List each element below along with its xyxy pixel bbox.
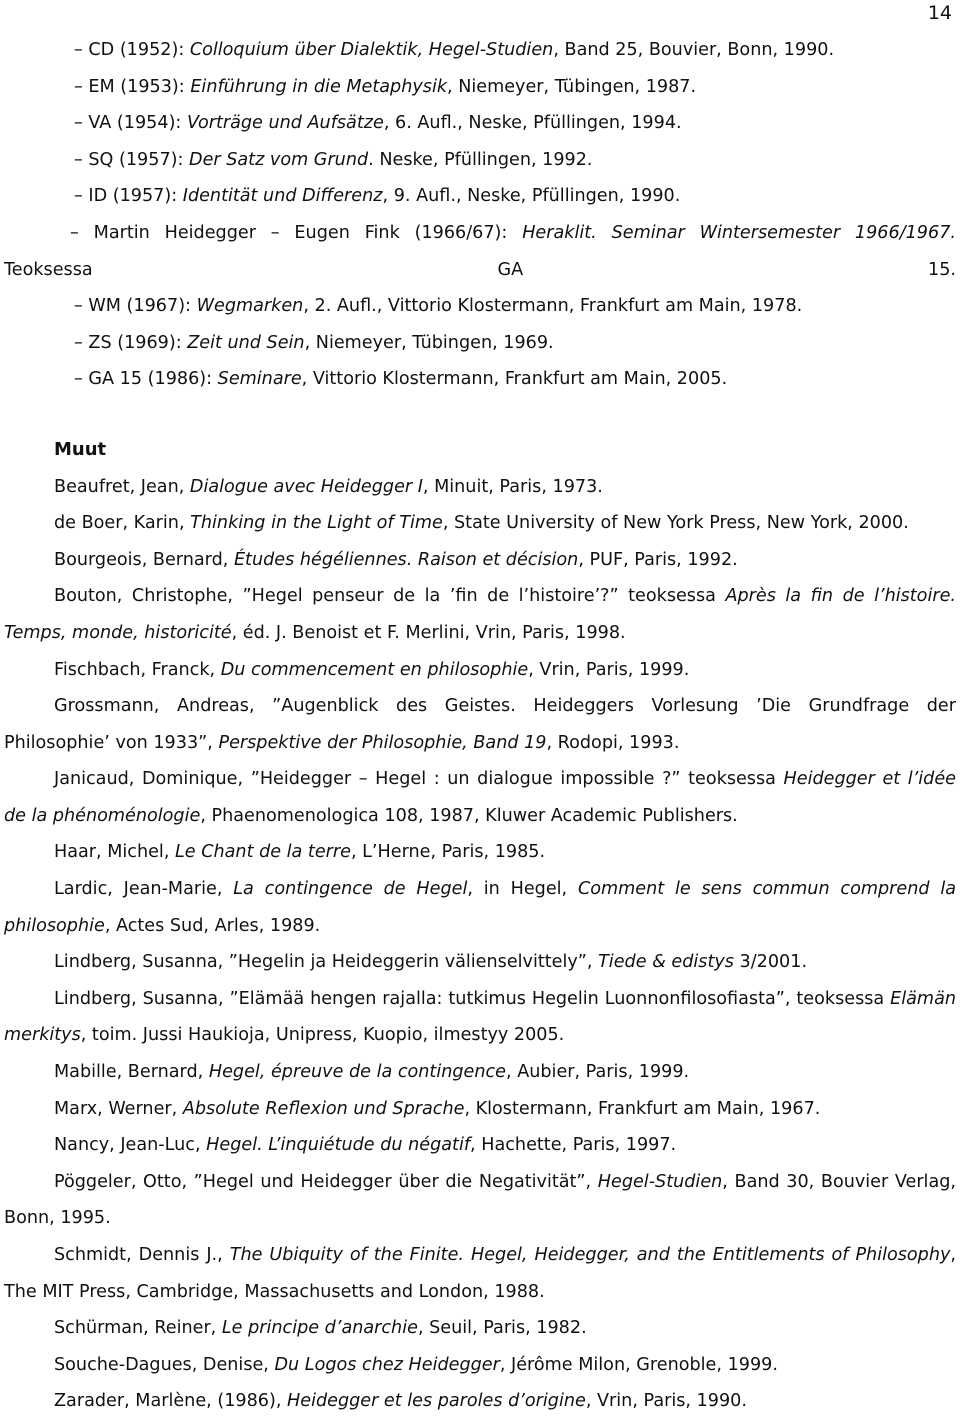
entry-text: de Boer, Karin, bbox=[54, 513, 191, 534]
entry-title: The Ubiquity of the Finite. Hegel, Heidegger, and the Entitlements of Philosophy bbox=[229, 1245, 951, 1265]
entry-text: Bourgeois, Bernard, bbox=[54, 549, 234, 570]
entry-title: Heidegger et les paroles d’origine bbox=[287, 1391, 586, 1412]
entry-text: Zarader, Marlène, (1986), bbox=[54, 1391, 288, 1412]
secondary-entry bbox=[4, 469, 956, 506]
page-number: 14 bbox=[927, 2, 952, 24]
secondary-entry bbox=[4, 1347, 956, 1384]
primary-work-entry bbox=[4, 361, 956, 398]
entry-rest: , Niemeyer, Tübingen, 1969. bbox=[304, 332, 554, 353]
entry-text: Marx, Werner, bbox=[54, 1098, 183, 1119]
secondary-entry bbox=[4, 981, 956, 1054]
secondary-entry bbox=[4, 834, 956, 871]
entry-text: Schürman, Reiner, bbox=[54, 1318, 222, 1339]
entry-prefix: – SQ (1957): bbox=[74, 149, 190, 170]
entry-text: Beaufret, Jean, bbox=[54, 476, 190, 497]
entry-text: Bouton, Christophe, ”Hegel penseur de la ’fin de l’histoire’?” teoksessa bbox=[54, 586, 726, 607]
entry-text: , Actes Sud, Arles, 1989. bbox=[104, 915, 321, 936]
entry-title: Hegel-Studien bbox=[597, 1171, 723, 1192]
entry-text: Lardic, Jean-Marie, bbox=[54, 879, 234, 900]
entry-text: , Jérôme Milon, Grenoble, 1999. bbox=[499, 1354, 778, 1375]
entry-title: Après la fin de l’histoire. Temps, monde, historicité bbox=[4, 586, 956, 643]
entry-title: Études hégéliennes. Raison et décision bbox=[233, 549, 579, 570]
secondary-entry bbox=[4, 1091, 956, 1128]
entry-text: , PUF, Paris, 1992. bbox=[578, 549, 738, 570]
bibliography bbox=[4, 32, 956, 1420]
entry-title: Tiede & edistys bbox=[598, 952, 734, 973]
entry-text: , Aubier, Paris, 1999. bbox=[506, 1062, 690, 1083]
entry-text: Pöggeler, Otto, ”Hegel und Heidegger über die Negativität”, bbox=[54, 1171, 598, 1192]
entry-title: Vorträge und Aufsätze bbox=[186, 113, 384, 134]
entry-text: Mabille, Bernard, bbox=[54, 1062, 209, 1083]
entry-rest: , 9. Aufl., Neske, Pfüllingen, 1990. bbox=[382, 186, 681, 207]
secondary-entry bbox=[4, 1127, 956, 1164]
entry-text: Souche-Dagues, Denise, bbox=[54, 1354, 275, 1375]
entry-title: Le principe d’anarchie bbox=[221, 1318, 418, 1339]
primary-works-list bbox=[4, 32, 956, 398]
entry-title: La contingence de Hegel bbox=[233, 879, 468, 900]
entry-text: , in Hegel, bbox=[467, 879, 578, 900]
entry-rest: , 2. Aufl., Vittorio Klostermann, Frankfurt am Main, 1978. bbox=[303, 296, 803, 317]
secondary-entry bbox=[4, 542, 956, 579]
entry-prefix: – VA (1954): bbox=[74, 113, 187, 134]
entry-rest: , Band 25, Bouvier, Bonn, 1990. bbox=[553, 40, 835, 60]
entry-title: Comment le sens commun comprend la philosophie bbox=[4, 879, 957, 936]
entry-title: Elämän merkitys bbox=[4, 988, 956, 1046]
entry-text: , State University of New York Press, New York, 2000. bbox=[442, 513, 909, 534]
entry-title: Zeit und Sein bbox=[187, 332, 305, 353]
secondary-entry bbox=[4, 688, 956, 761]
entry-text: Lindberg, Susanna, ”Elämää hengen rajalla: tutkimus Hegelin Luonnonfilosofiasta”, teoksessa bbox=[54, 988, 891, 1009]
entry-title: Du Logos chez Heidegger bbox=[274, 1354, 500, 1375]
entry-title: Absolute Reflexion und Sprache bbox=[182, 1098, 465, 1119]
entry-title: Der Satz vom Grund bbox=[189, 149, 369, 170]
entry-title: Du commencement en philosophie bbox=[220, 659, 529, 680]
secondary-entry bbox=[4, 1164, 956, 1237]
secondary-entry bbox=[4, 761, 956, 834]
secondary-entry bbox=[4, 944, 956, 981]
entry-text: Schmidt, Dennis J., bbox=[54, 1245, 230, 1265]
entry-rest: . Neske, Pfüllingen, 1992. bbox=[368, 149, 593, 170]
secondary-entry bbox=[4, 1054, 956, 1091]
primary-work-entry bbox=[4, 178, 956, 215]
entry-title: Colloquium über Dialektik, Hegel-Studien bbox=[189, 40, 554, 60]
secondary-entry bbox=[4, 1383, 956, 1420]
primary-work-entry bbox=[4, 69, 956, 106]
entry-text: Janicaud, Dominique, ”Heidegger – Hegel : un dialogue impossible ?” teoksessa bbox=[54, 769, 784, 790]
entry-text: Lindberg, Susanna, ”Hegelin ja Heideggerin välienselvittely”, bbox=[54, 952, 599, 973]
entry-title: Thinking in the Light of Time bbox=[190, 513, 443, 534]
entry-text: , Vrin, Paris, 1999. bbox=[528, 659, 690, 680]
primary-work-entry bbox=[4, 215, 956, 288]
entry-prefix: – GA 15 (1986): bbox=[74, 369, 218, 390]
entry-text: , toim. Jussi Haukioja, Unipress, Kuopio, ilmestyy 2005. bbox=[80, 1025, 565, 1046]
entry-title: Le Chant de la terre bbox=[175, 842, 351, 863]
entry-title: Dialogue avec Heidegger I bbox=[189, 476, 423, 497]
entry-text: Haar, Michel, bbox=[54, 842, 175, 863]
entry-title: Wegmarken bbox=[196, 296, 304, 317]
secondary-entry bbox=[4, 1237, 956, 1310]
entry-title: Einführung in die Metaphysik bbox=[190, 76, 448, 97]
secondary-entry bbox=[4, 578, 956, 651]
secondary-entry bbox=[4, 505, 956, 542]
entry-prefix: – EM (1953): bbox=[74, 76, 191, 97]
entry-text: , Rodopi, 1993. bbox=[546, 732, 680, 753]
entry-text: , Hachette, Paris, 1997. bbox=[470, 1135, 677, 1156]
entry-prefix: – WM (1967): bbox=[74, 296, 197, 317]
secondary-entry bbox=[4, 652, 956, 689]
entry-text: , éd. J. Benoist et F. Merlini, Vrin, Paris, 1998. bbox=[231, 622, 626, 643]
entry-text: , Klostermann, Frankfurt am Main, 1967. bbox=[464, 1098, 821, 1119]
secondary-works-list bbox=[4, 469, 956, 1420]
entry-prefix: – ZS (1969): bbox=[74, 332, 188, 353]
entry-title: Identität und Differenz bbox=[182, 186, 383, 207]
secondary-entry bbox=[4, 1310, 956, 1347]
primary-work-entry bbox=[4, 325, 956, 362]
entry-text: , Minuit, Paris, 1973. bbox=[422, 476, 603, 497]
entry-rest: Teoksessa GA 15. bbox=[4, 259, 956, 280]
primary-work-entry bbox=[4, 142, 956, 179]
entry-text: , L’Herne, Paris, 1985. bbox=[350, 842, 546, 863]
entry-title: Heraklit. Seminar Wintersemester 1966/1967. bbox=[522, 222, 956, 243]
section-heading: Muut bbox=[54, 438, 107, 460]
entry-title: Seminare bbox=[217, 369, 302, 390]
entry-text: , Seuil, Paris, 1982. bbox=[417, 1318, 587, 1339]
entry-text: , The MIT Press, Cambridge, Massachusetts and London, 1988. bbox=[4, 1245, 956, 1302]
primary-work-entry bbox=[4, 288, 956, 325]
entry-prefix: – CD (1952): bbox=[74, 40, 190, 60]
entry-title: Perspektive der Philosophie, Band 19 bbox=[218, 732, 547, 753]
primary-work-entry bbox=[4, 32, 956, 69]
secondary-entry bbox=[4, 871, 956, 944]
entry-text: Fischbach, Franck, bbox=[54, 659, 221, 680]
entry-text: Nancy, Jean-Luc, bbox=[54, 1135, 207, 1156]
entry-text: , Phaenomenologica 108, 1987, Kluwer Academic Publishers. bbox=[200, 805, 738, 826]
entry-rest: , Vittorio Klostermann, Frankfurt am Main, 2005. bbox=[301, 369, 728, 390]
entry-title: Hegel. L’inquiétude du négatif bbox=[206, 1135, 471, 1156]
entry-text: Grossmann, Andreas, ”Augenblick des Geistes. Heideggers Vorlesung ’Die Grundfrage der Philosophie’ von 1933”, bbox=[4, 696, 956, 753]
entry-rest: , Niemeyer, Tübingen, 1987. bbox=[447, 76, 697, 97]
primary-work-entry bbox=[4, 105, 956, 142]
entry-title: Hegel, épreuve de la contingence bbox=[208, 1062, 507, 1083]
entry-text: , Band 30, Bouvier Verlag, Bonn, 1995. bbox=[4, 1171, 956, 1229]
entry-text: 3/2001. bbox=[733, 952, 808, 973]
entry-prefix: – Martin Heidegger – Eugen Fink (1966/67): bbox=[70, 222, 523, 243]
entry-rest: , 6. Aufl., Neske, Pfüllingen, 1994. bbox=[383, 113, 682, 134]
entry-text: , Vrin, Paris, 1990. bbox=[585, 1391, 747, 1412]
entry-prefix: – ID (1957): bbox=[74, 186, 183, 207]
entry-title: Heidegger et l’idée de la phénoménologie bbox=[4, 769, 956, 826]
